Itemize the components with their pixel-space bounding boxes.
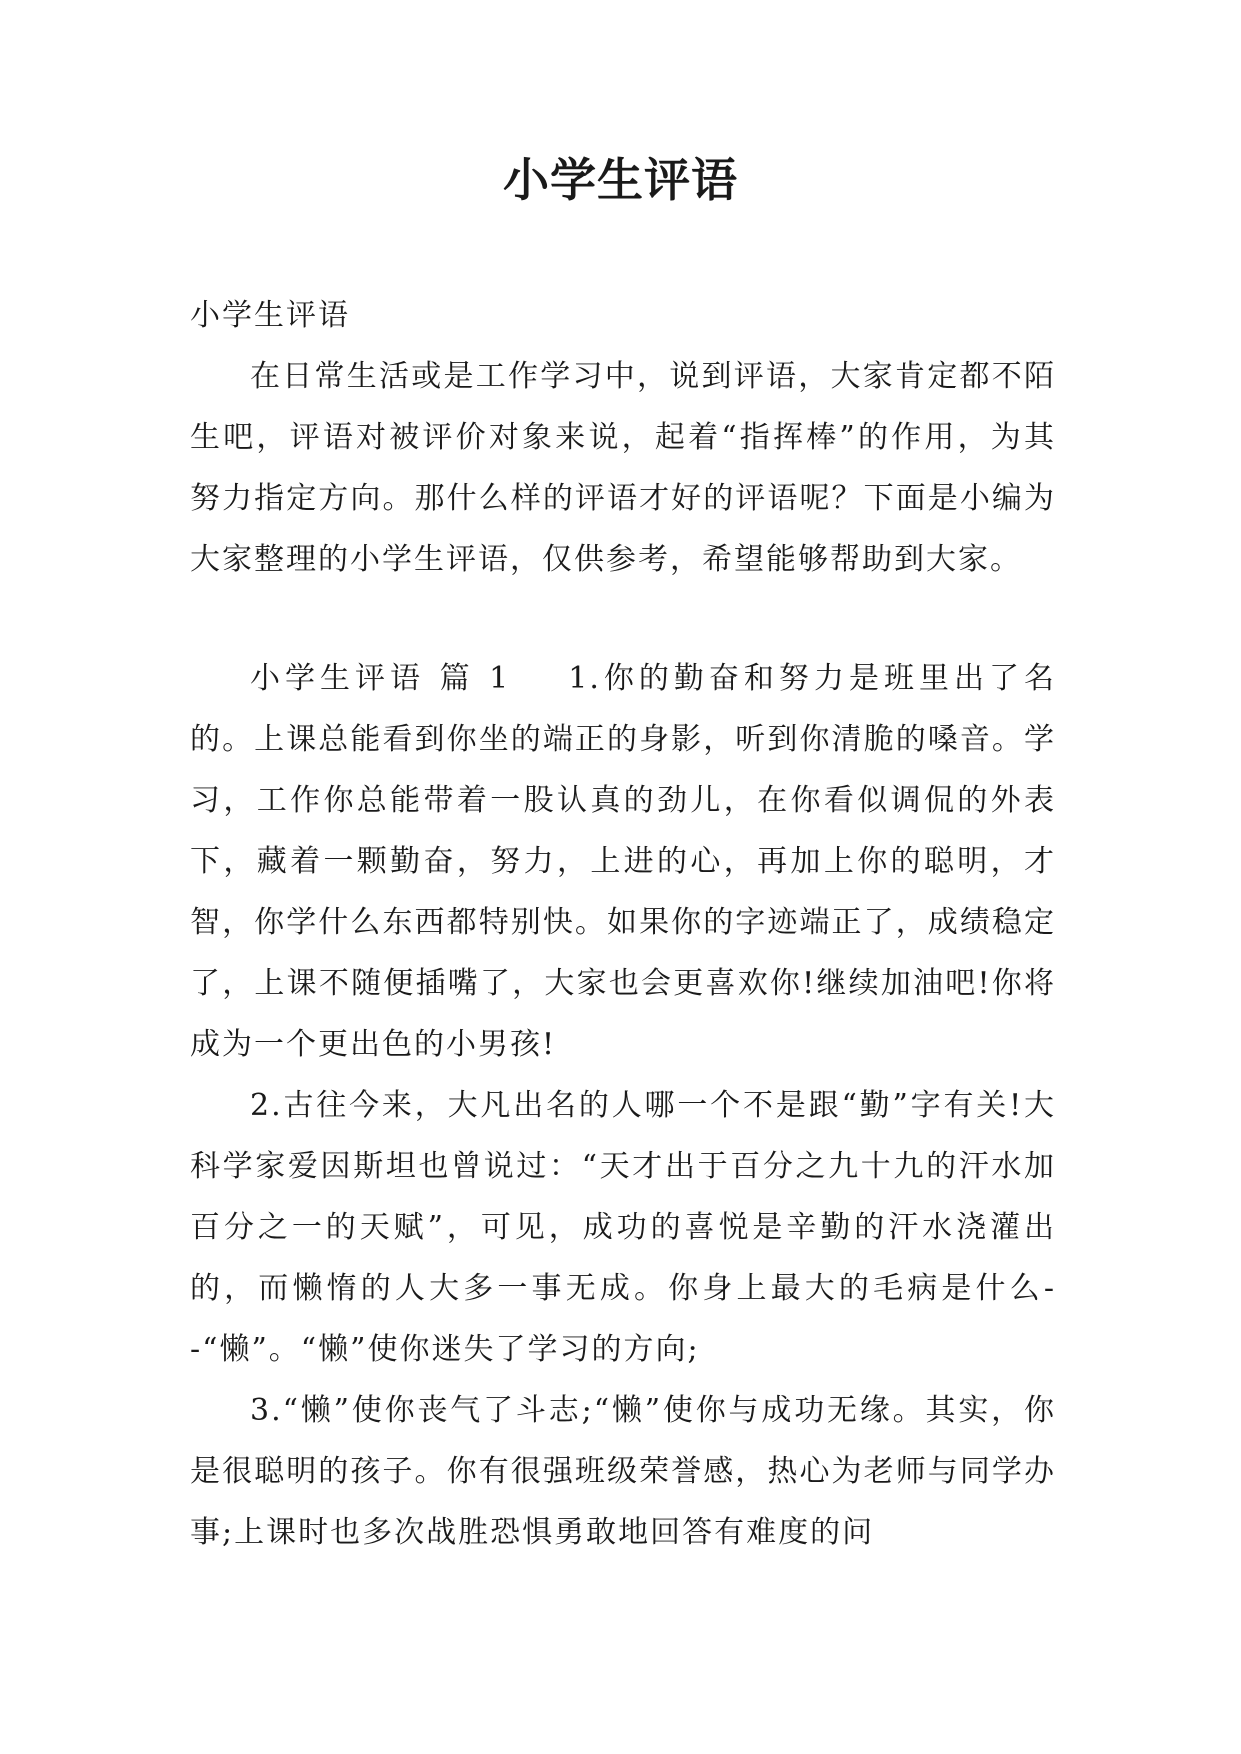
- section-paragraph-3: 3.“懒”使你丧气了斗志;“懒”使你与成功无缘。其实，你是很聪明的孩子。你有很强班级荣誉感，热心为老师与同学办事;上课时也多次战胜恐惧勇敢地回答有难度的问: [190, 1393, 1056, 1550]
- paragraph-spacer: [190, 590, 1056, 648]
- paragraph-1-text: 1.你的勤奋和努力是班里出了名的。上课总能看到你坐的端正的身影，听到你清脆的嗓音。学习，工作你总能带着一股认真的劲儿，在你看似调侃的外表下，藏着一颗勤奋，努力，上进的心，再加上你的聪明，才智，你学什么东西都特别快。如果你的字迹端正了，成绩稳定了，上课不随便插嘴了，大家也会更喜欢你!继续加油吧!你将成为一个更出色的小男孩!: [190, 661, 1056, 1062]
- document-subtitle: 小学生评语: [190, 298, 350, 333]
- section-heading: 小学生评语 篇 1: [250, 661, 511, 696]
- document-body: [190, 285, 1056, 1563]
- section-paragraph-1: [190, 648, 1056, 1075]
- intro-paragraph: 在日常生活或是工作学习中，说到评语，大家肯定都不陌生吧，评语对被评价对象来说，起着“指挥棒”的作用，为其努力指定方向。那什么样的评语才好的评语呢？下面是小编为大家整理的小学生评语，仅供参考，希望能够帮助到大家。: [190, 359, 1056, 577]
- section-paragraph-2: 2.古往今来，大凡出名的人哪一个不是跟“勤”字有关!大科学家爱因斯坦也曾说过：“天才出于百分之九十九的汗水加百分之一的天赋”，可见，成功的喜悦是辛勤的汗水浇灌出的，而懒惰的人大多一事无成。你身上最大的毛病是什么--“懒”。“懒”使你迷失了学习的方向;: [190, 1088, 1056, 1367]
- document-title: 小学生评语: [503, 153, 738, 207]
